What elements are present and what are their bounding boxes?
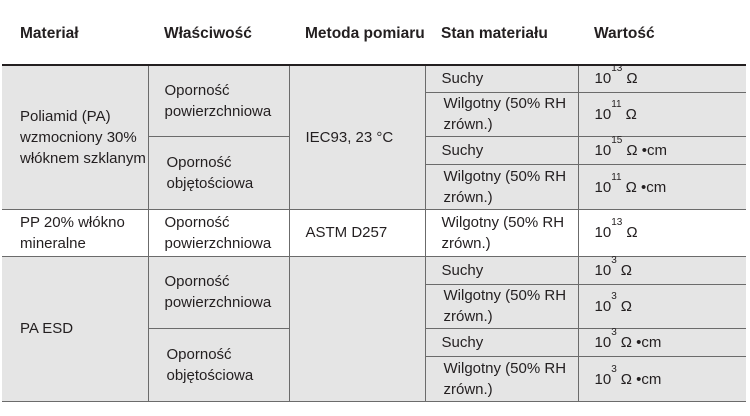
- value-base: 10: [594, 297, 612, 315]
- value-exponent: 13: [611, 63, 623, 75]
- value-base: 10: [594, 370, 612, 388]
- property-cell: Oporność objętościowa: [148, 329, 289, 402]
- value-exponent: 13: [611, 217, 623, 229]
- value-base: 10: [594, 224, 612, 242]
- state-cell: Wilgotny (50% RH zrówn.): [425, 284, 578, 329]
- value-base: 10: [594, 70, 612, 88]
- value-base: 10: [594, 178, 612, 196]
- value-cell: [578, 92, 746, 137]
- value-cell: [578, 209, 746, 256]
- value-base: 10: [594, 142, 612, 160]
- header-method: Metoda pomiaru: [289, 0, 425, 65]
- value-exponent: 3: [611, 363, 617, 375]
- state-cell: Suchy: [425, 329, 578, 357]
- method-cell: ASTM D257: [289, 209, 425, 256]
- value-unit: Ω: [625, 105, 637, 123]
- table-body: [2, 65, 746, 402]
- method-cell: IEC93, 23 °C: [289, 65, 425, 209]
- value-cell: [578, 137, 746, 165]
- value-cell: [578, 165, 746, 210]
- method-cell: [289, 256, 425, 401]
- state-cell: Suchy: [425, 65, 578, 92]
- value-cell: [578, 357, 746, 402]
- state-cell: Wilgotny (50% RH zrówn.): [425, 357, 578, 402]
- state-cell: Suchy: [425, 137, 578, 165]
- value-exponent: 11: [611, 98, 622, 110]
- header-state: Stan materiału: [425, 0, 578, 65]
- value-exponent: 3: [611, 327, 617, 339]
- value-cell: [578, 329, 746, 357]
- state-cell: Wilgotny (50% RH zrówn.): [425, 209, 578, 256]
- property-cell: Oporność objętościowa: [148, 137, 289, 210]
- material-cell: PA ESD: [2, 256, 148, 401]
- value-exponent: 11: [611, 171, 622, 183]
- value-base: 10: [594, 334, 612, 352]
- value-unit: Ω •cm: [626, 142, 667, 160]
- property-cell: Oporność powierzchniowa: [148, 209, 289, 256]
- state-cell: Suchy: [425, 256, 578, 284]
- value-unit: Ω: [620, 261, 632, 279]
- value-cell: [578, 256, 746, 284]
- material-cell: PP 20% włókno mineralne: [2, 209, 148, 256]
- value-unit: Ω: [620, 297, 632, 315]
- value-cell: [578, 284, 746, 329]
- value-unit: Ω: [626, 224, 638, 242]
- material-cell: Poliamid (PA) wzmocniony 30% włóknem szklanym: [2, 65, 148, 209]
- property-cell: Oporność powierzchniowa: [148, 256, 289, 329]
- header-material: Materiał: [2, 0, 148, 65]
- value-base: 10: [594, 105, 612, 123]
- value-exponent: 3: [611, 254, 617, 266]
- header-row: [2, 0, 746, 65]
- table-row: [2, 256, 746, 284]
- value-exponent: 15: [611, 135, 623, 147]
- value-base: 10: [594, 261, 612, 279]
- header-value: Wartość: [578, 0, 746, 65]
- property-cell: Oporność powierzchniowa: [148, 65, 289, 137]
- value-exponent: 3: [611, 290, 617, 302]
- table-row: [2, 65, 746, 92]
- material-properties-table: [2, 0, 746, 402]
- value-cell: [578, 65, 746, 92]
- value-unit: Ω •cm: [620, 370, 662, 388]
- state-cell: Wilgotny (50% RH zrówn.): [425, 165, 578, 210]
- value-unit: Ω •cm: [620, 334, 662, 352]
- value-unit: Ω •cm: [625, 178, 667, 196]
- header-property: Właściwość: [148, 0, 289, 65]
- table-row: [2, 209, 746, 256]
- state-cell: Wilgotny (50% RH zrówn.): [425, 92, 578, 137]
- value-unit: Ω: [626, 70, 638, 88]
